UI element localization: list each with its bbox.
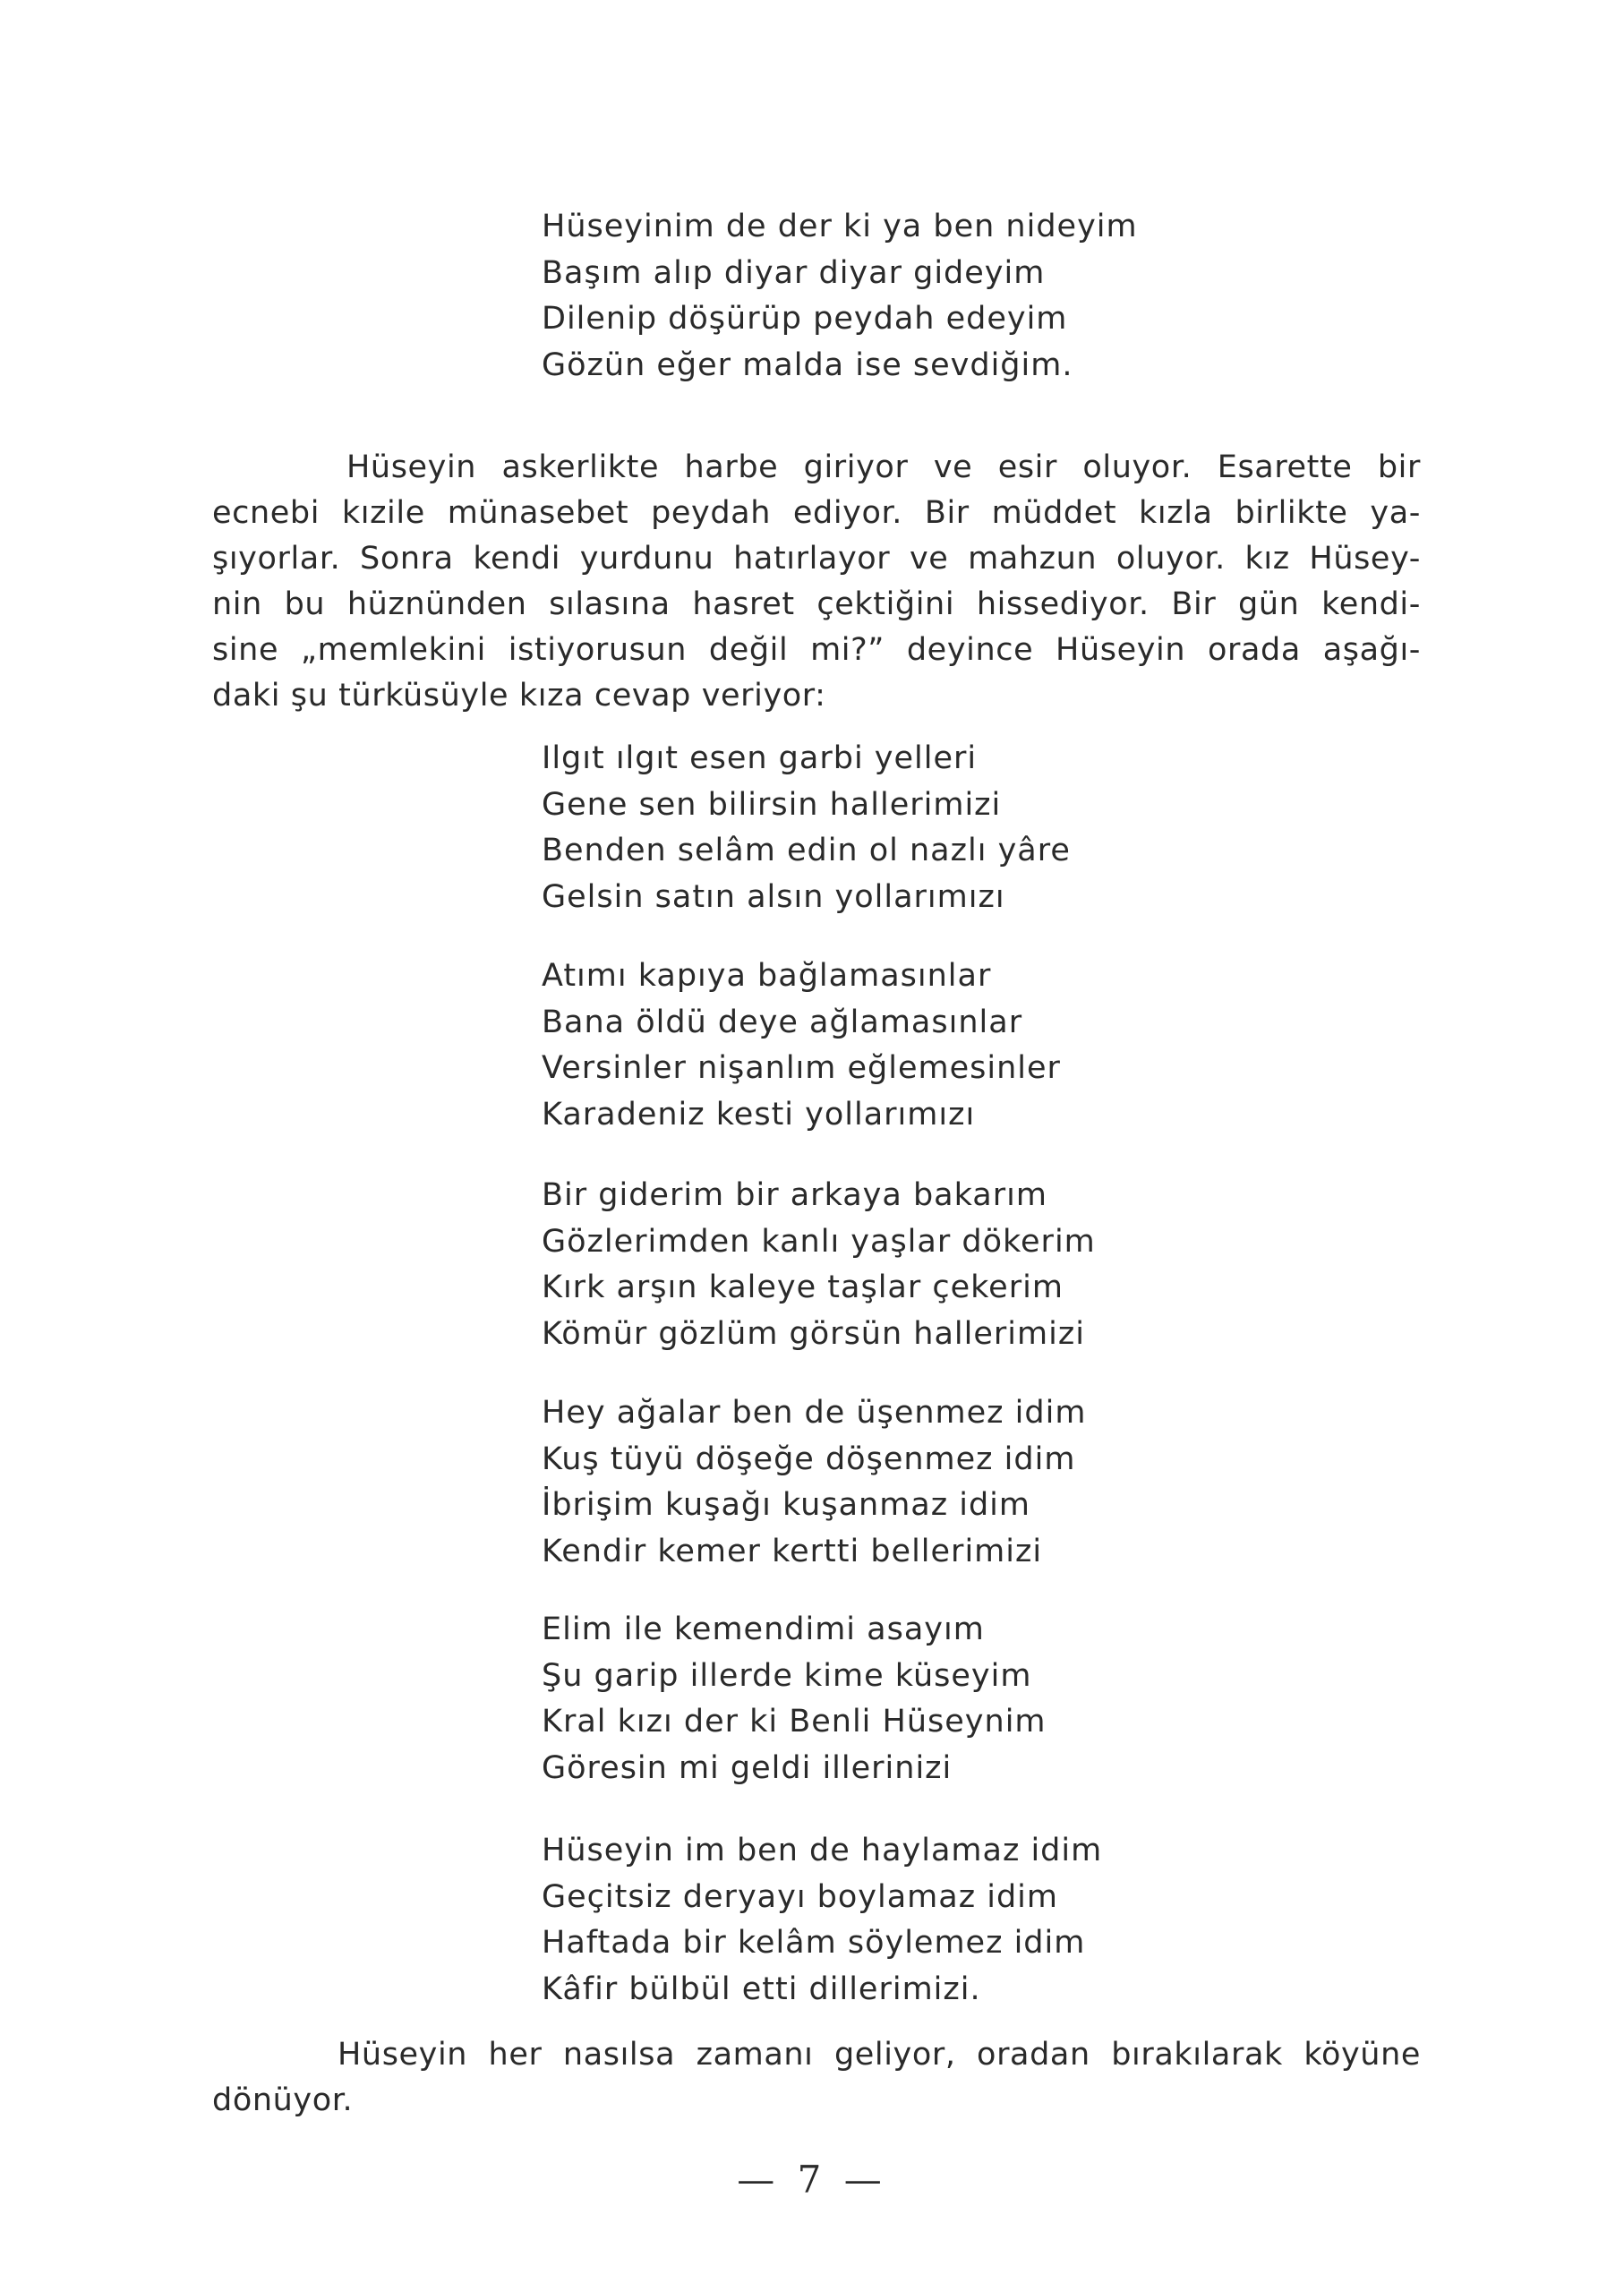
stanza-6	[542, 1828, 1102, 2013]
verse-line: Gözün eğer malda ise sevdiğim.	[542, 346, 1073, 383]
verse-line: Hüseyinim de der ki ya ben nideyim	[542, 209, 1138, 244]
stanza-2	[542, 953, 1061, 1138]
page-number: — 7 —	[737, 2158, 887, 2201]
paragraph-line: sine „memlekini istiyorusun değil mi?” deyince Hüseyin orada aşağı-	[212, 632, 1421, 668]
verse-line: Benden selâm edin ol nazlı yâre	[542, 833, 1071, 868]
stanza-5	[542, 1607, 1047, 1791]
verse-line: Bir giderim bir arkaya bakarım	[542, 1177, 1047, 1213]
paragraph-line: daki şu türküsüyle kıza cevap veriyor:	[212, 678, 826, 714]
paragraph-line: nin bu hüznünden sılasına hasret çektiğini hissediyor. Bir gün kendi-	[212, 586, 1421, 622]
verse-line: Kuş tüyü döşeğe döşenmez idim	[542, 1440, 1076, 1477]
verse-line: Karadeniz kesti yollarımızı	[542, 1096, 976, 1133]
verse-line: Gözlerimden kanlı yaşlar dökerim	[542, 1223, 1096, 1260]
paragraph-line: dönüyor.	[212, 2082, 354, 2118]
verse-line: Elim ile kemendimi asayım	[542, 1611, 985, 1647]
stanza-3	[542, 1173, 1096, 1357]
verse-line: Hey ağalar ben de üşenmez idim	[542, 1395, 1087, 1431]
verse-line: Haftada bir kelâm söylemez idim	[542, 1925, 1086, 1961]
paragraph-line: şıyorlar. Sonra kendi yurdunu hatırlayor ve mahzun oluyor. kız Hüsey-	[212, 541, 1421, 577]
verse-line: Göresin mi geldi illerinizi	[542, 1749, 953, 1786]
verse-line: Kömür gözlüm görsün hallerimizi	[542, 1315, 1085, 1352]
stanza-1	[542, 736, 1071, 920]
verse-line: Kral kızı der ki Benli Hüseynim	[542, 1704, 1047, 1740]
intro-stanza	[542, 204, 1138, 389]
verse-line: Hüseyin im ben de haylamaz idim	[542, 1833, 1103, 1868]
verse-line: Kendir kemer kertti bellerimizi	[542, 1533, 1043, 1569]
paragraph-line: ecnebi kızile münasebet peydah ediyor. Bir müddet kızla birlikte ya-	[212, 495, 1421, 531]
verse-line: Ilgıt ılgıt esen garbi yelleri	[542, 740, 978, 776]
verse-line: İbrişim kuşağı kuşanmaz idim	[542, 1487, 1030, 1523]
paragraph-line: Hüseyin her nasılsa zamanı geliyor, oradan bırakılarak köyüne	[338, 2037, 1421, 2073]
verse-line: Atımı kapıya bağlamasınlar	[542, 958, 992, 994]
stanza-4	[542, 1390, 1086, 1575]
verse-line: Kırk arşın kaleye taşlar çekerim	[542, 1270, 1064, 1305]
verse-line: Şu garip illerde kime küseyim	[542, 1657, 1032, 1694]
verse-line: Versinler nişanlım eğlemesinler	[542, 1050, 1061, 1086]
verse-line: Dilenip döşürüp peydah edeyim	[542, 301, 1068, 337]
paragraph-story	[212, 445, 1421, 719]
verse-line: Gelsin satın alsın yollarımızı	[542, 878, 1005, 915]
verse-line: Bana öldü deye ağlamasınlar	[542, 1004, 1023, 1040]
verse-line: Gene sen bilirsin hallerimizi	[542, 786, 1002, 823]
verse-line: Geçitsiz deryayı boylamaz idim	[542, 1878, 1058, 1915]
paragraph-closing	[212, 2032, 1421, 2124]
verse-line: Kâfir bülbül etti dillerimizi.	[542, 1971, 981, 2007]
paragraph-line: Hüseyin askerlikte harbe giriyor ve esir oluyor. Esarette bir	[346, 449, 1421, 485]
verse-line: Başım alıp diyar diyar gideyim	[542, 254, 1046, 291]
